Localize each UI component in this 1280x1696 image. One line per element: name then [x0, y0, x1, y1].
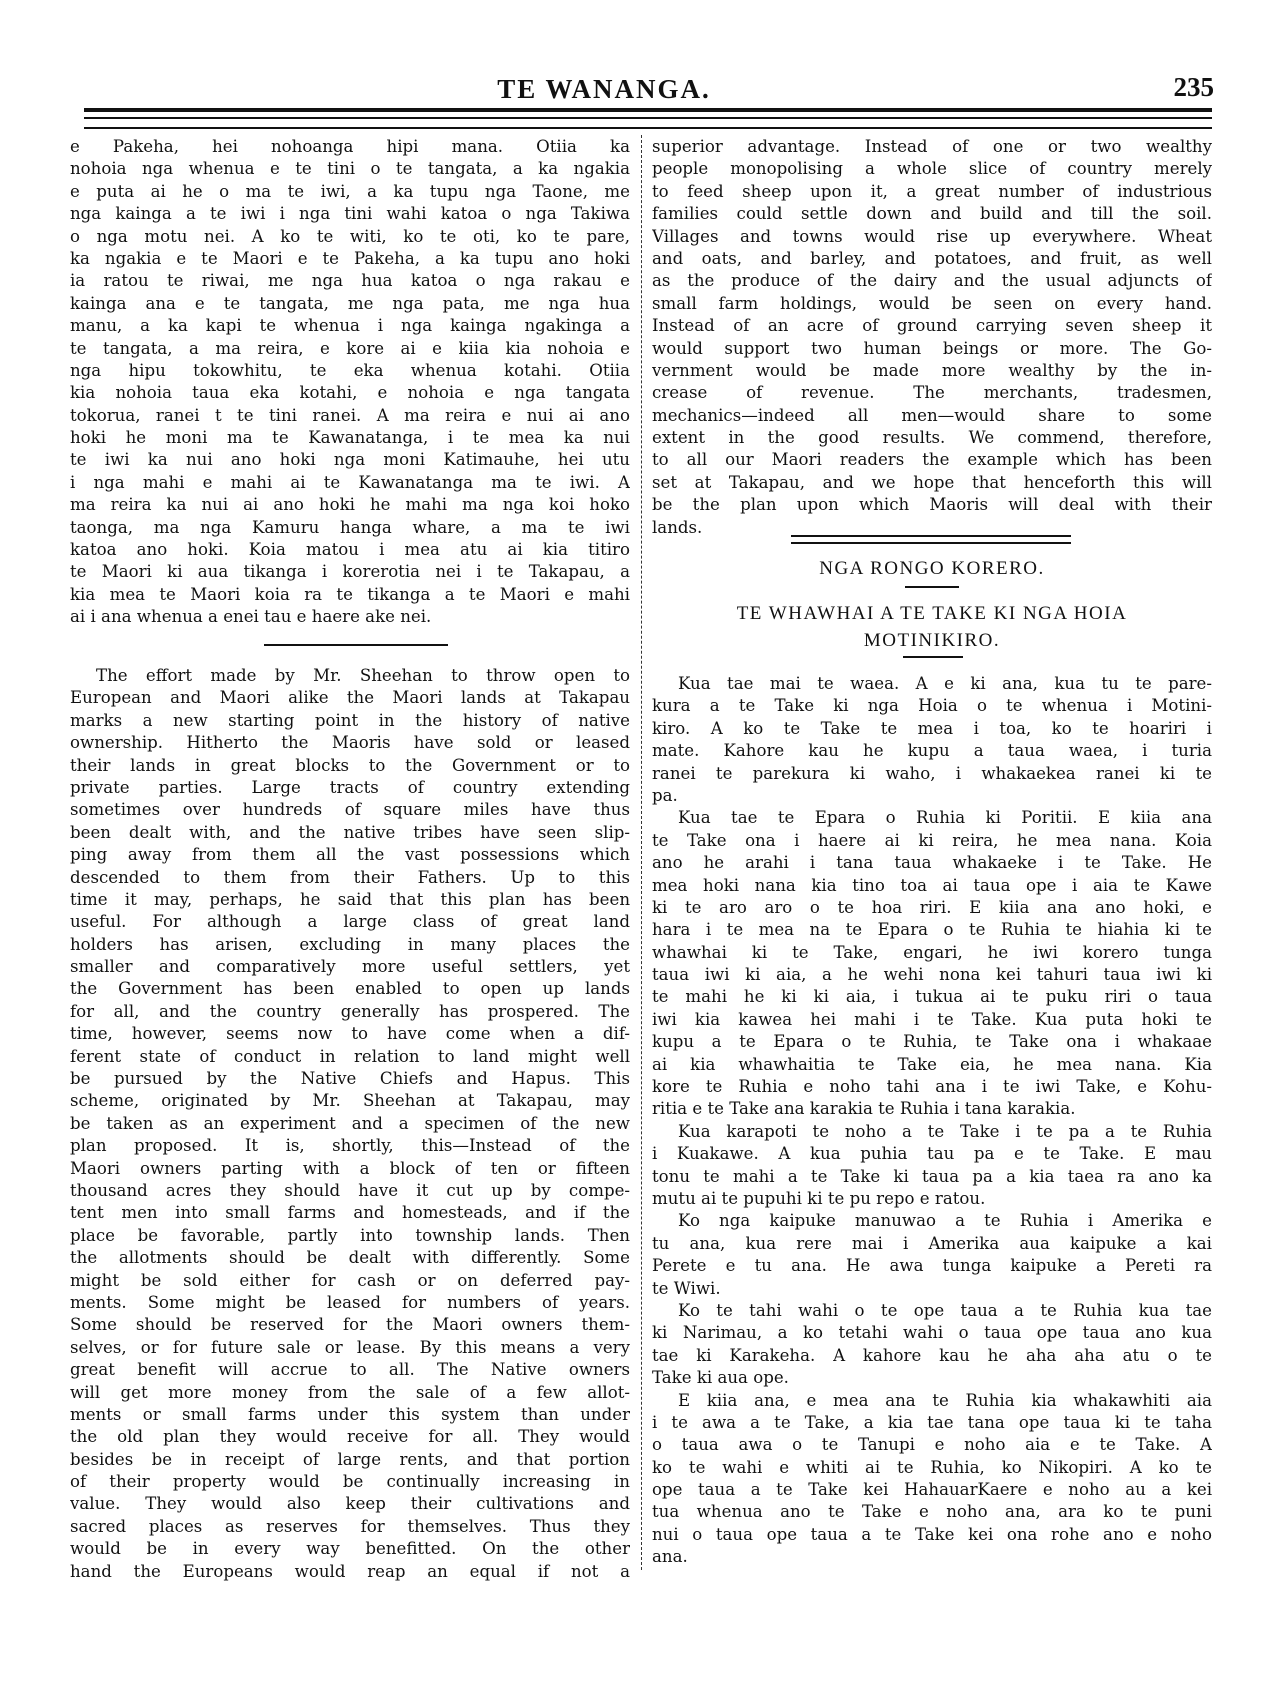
text-line: people monopolising a whole slice of country merely [652, 159, 1212, 179]
paragraph [652, 136, 1212, 539]
paragraph [652, 1121, 1212, 1211]
text-line: Kua tae te Epara o Ruhia ki Poritii. E kiia ana [678, 808, 1212, 828]
text-line: i Kuakawe. A kua puhia tau pa e te Take. E mau [652, 1144, 1212, 1164]
text-line: be pursued by the Native Chiefs and Hapus. This [70, 1069, 630, 1089]
text-line: the old plan they would receive for all. They would [70, 1427, 630, 1447]
text-line: ope taua a te Take kei HahauarKaere e noho au a kei [652, 1480, 1212, 1500]
header-thin-rule-2 [84, 127, 1212, 129]
text-line: to all our Maori readers the example which has been [652, 450, 1212, 470]
text-line: ments or small farms under this system than under [70, 1404, 630, 1424]
text-line: ments. Some might be leased for numbers of years. [70, 1292, 630, 1312]
text-line: useful. For although a large class of great land [70, 912, 630, 932]
section-title-rule [905, 586, 959, 588]
text-line: would be in every way benefitted. On the other [70, 1539, 630, 1559]
text-line: mea hoki nana kia tino toa ai taua ope i aia te Kawe [652, 875, 1212, 895]
text-line: besides be in receipt of large rents, and that portion [70, 1449, 630, 1469]
text-line: small farm holdings, would be seen on every hand. [652, 293, 1212, 313]
text-line: vernment would be made more wealthy by the in- [652, 360, 1212, 380]
text-line: be the plan upon which Maoris will deal with their [652, 495, 1212, 515]
text-line: superior advantage. Instead of one or two wealthy [652, 137, 1212, 156]
text-line: te Maori ki aua tikanga i korerotia nei i te Takapau, a [70, 562, 630, 582]
text-line: the Government has been enabled to open up lands [70, 979, 630, 999]
text-line: nui o taua ope taua a te Take kei ona rohe ano e noho [652, 1524, 1212, 1544]
text-line: kiro. A ko te Take te mea i toa, ko te hoariri i [652, 718, 1212, 738]
text-line: tae ki Karakeha. A kahore kau he aha aha atu o te [652, 1345, 1212, 1365]
newspaper-title: TE WANANGA. [497, 74, 711, 104]
paragraph [652, 673, 1212, 807]
text-line: scheme, originated by Mr. Sheehan at Takapau, may [70, 1091, 630, 1111]
text-line: nga hipu tokowhitu, te eka whenua kotahi. Otiia [70, 360, 630, 380]
text-line: would support two human beings or more. The Go- [652, 338, 1212, 358]
text-line: nohoia nga whenua e te tini o te tangata, a ka ngakia [70, 159, 630, 179]
text-line: Instead of an acre of ground carrying seven sheep it [652, 316, 1212, 336]
text-line: kainga ana e te tangata, me nga pata, me nga hua [70, 293, 630, 313]
section-double-rule-top [791, 535, 1071, 537]
text-line: tent men into small farms and homesteads, and if the [70, 1203, 630, 1223]
article-separator [264, 644, 448, 646]
text-line: te iwi ka nui ano hoki nga moni Katimauhe, hei utu [70, 450, 630, 470]
text-line: will get more money from the sale of a few allot- [70, 1382, 630, 1402]
section-title: NGA RONGO KORERO. [819, 558, 1045, 579]
text-line: e puta ai he o ma te iwi, a ka tupu nga Taone, me [70, 181, 630, 201]
text-line: descended to them from their Fathers. Up to this [70, 867, 630, 887]
text-line: marks a new starting point in the history of native [70, 710, 630, 730]
text-line: pa. [652, 785, 678, 805]
text-line: ping away from them all the vast possessions which [70, 845, 630, 865]
section-double-rule-bottom [791, 542, 1071, 544]
text-line: hoki he moni ma te Kawanatanga, i te mea ka nui [70, 428, 630, 448]
header-thick-rule [84, 108, 1212, 112]
text-line: sometimes over hundreds of square miles have thus [70, 800, 630, 820]
text-line: extent in the good results. We commend, therefore, [652, 428, 1212, 448]
text-line: mate. Kahore kau he kupu a taua waea, i turia [652, 741, 1212, 761]
paragraph [70, 136, 630, 629]
text-line: katoa ano hoki. Koia matou i mea atu ai kia titiro [70, 540, 630, 560]
text-line: private parties. Large tracts of country extending [70, 777, 630, 797]
text-line: mutu ai te pupuhi ki te pu repo e ratou. [652, 1188, 986, 1208]
text-line: thousand acres they should have it cut up by compe- [70, 1180, 630, 1200]
text-line: E kiia ana, e mea ana te Ruhia kia whakawhiti aia [678, 1390, 1212, 1410]
text-line: been dealt with, and the native tribes have seen slip- [70, 822, 630, 842]
text-line: te tangata, a ma reira, e kore ai e kiia kia nohoia e [70, 338, 630, 358]
header-thin-rule [84, 117, 1212, 119]
text-line: e Pakeha, hei nohoanga hipi mana. Otiia ka [70, 137, 630, 156]
text-line: holders has arisen, excluding in many places the [70, 934, 630, 954]
text-line: their lands in great blocks to the Government or to [70, 755, 630, 775]
text-line: ai i ana whenua a enei tau e haere ake nei. [70, 607, 432, 627]
text-line: time, however, seems now to have come when a dif- [70, 1024, 630, 1044]
text-line: ai kia whawhaitia te Take eia, he mea nana. Kia [652, 1054, 1212, 1074]
english-editorial [70, 665, 630, 1583]
text-line: ferent state of conduct in relation to land might well [70, 1046, 630, 1066]
english-editorial-continued [652, 136, 1212, 539]
text-line: taua iwi ki aia, a he wehi nona kei tahuri taua iwi ki [652, 965, 1212, 985]
paragraph [652, 1390, 1212, 1569]
text-line: Villages and towns would rise up everywhere. Wheat [652, 226, 1212, 246]
text-line: whawhai ki te Take, engari, he iwi korero tunga [652, 942, 1212, 962]
text-line: ki te aro aro o te hoa riri. E kiia ana ano hoki, e [652, 897, 1212, 917]
text-line: plan proposed. It is, shortly, this—Instead of the [70, 1136, 630, 1156]
text-line: ranei te parekura ki waho, i whakaekea ranei ki te [652, 763, 1212, 783]
text-line: te Take ona i haere ai ki reira, he mea nana. Koia [652, 830, 1212, 850]
text-line: Kua karapoti te noho a te Take i te pa a te Ruhia [678, 1121, 1212, 1141]
text-line: of their property would be continually increasing in [70, 1472, 630, 1492]
text-line: Take ki aua ope. [652, 1368, 789, 1388]
text-line: sacred places as reserves for themselves. Thus they [70, 1516, 630, 1536]
text-line: selves, or for future sale or lease. By this means a very [70, 1337, 630, 1357]
maori-editorial [70, 136, 630, 629]
text-line: kia mea te Maori koia ra te tikanga a te Maori e mahi [70, 584, 630, 604]
article-title-line2: MOTINIKIRO. [863, 630, 1001, 651]
text-line: Kua tae mai te waea. A e ki ana, kua tu te pare- [678, 674, 1212, 693]
text-line: i te awa a te Take, a kia tae tana ope taua ki te taha [652, 1412, 1212, 1432]
text-line: value. They would also keep their cultivations and [70, 1494, 630, 1514]
text-line: families could settle down and build and till the soil. [652, 204, 1212, 224]
text-line: ano he arahi i tana taua whakaeke i te Take. He [652, 853, 1212, 873]
text-line: European and Maori alike the Maori lands at Takapau [70, 688, 630, 708]
text-line: set at Takapau, and we hope that henceforth this will [652, 472, 1212, 492]
text-line: Ko nga kaipuke manuwao a te Ruhia i Amerika e [678, 1211, 1212, 1231]
text-line: Some should be reserved for the Maori owners them- [70, 1315, 630, 1335]
text-line: Perete e tu ana. He awa tunga kaipuke a Pereti ra [652, 1256, 1212, 1276]
column-divider [641, 135, 642, 1570]
text-line: ki Narimau, a ko tetahi wahi o taua ope taua ano kua [652, 1323, 1212, 1343]
paragraph [652, 1300, 1212, 1390]
article-title-rule [903, 656, 963, 658]
text-line: great benefit will accrue to all. The Native owners [70, 1360, 630, 1380]
text-line: ma reira ka nui ai ano hoki he mahi ma nga koi hoko [70, 495, 630, 515]
text-line: The effort made by Mr. Sheehan to throw open to [96, 666, 630, 685]
text-line: ka ngakia e te Maori e te Pakeha, a ka tupu ano hoki [70, 248, 630, 268]
text-line: kura a te Take ki nga Hoia o te whenua i Motini- [652, 696, 1212, 716]
text-line: crease of revenue. The merchants, tradesmen, [652, 383, 1212, 403]
text-line: be taken as an experiment and a specimen of the new [70, 1113, 630, 1133]
news-article-body [652, 673, 1212, 1569]
text-line: te Wiwi. [652, 1278, 721, 1298]
text-line: as the produce of the dairy and the usual adjuncts of [652, 271, 1212, 291]
text-line: o taua awa o te Tanupi e noho aia e te Take. A [652, 1435, 1212, 1455]
text-line: ritia e te Take ana karakia te Ruhia i tana karakia. [652, 1099, 1076, 1119]
text-line: taonga, ma nga Kamuru hanga whare, a ma te iwi [70, 517, 630, 537]
text-line: tokorua, ranei t te tini ranei. A ma reira e nui ai ano [70, 405, 630, 425]
text-line: i nga mahi e mahi ai te Kawanatanga ma te iwi. A [70, 472, 630, 492]
text-line: smaller and comparatively more useful settlers, yet [70, 957, 630, 977]
text-line: Ko te tahi wahi o te ope taua a te Ruhia kua tae [678, 1300, 1212, 1320]
text-line: o nga motu nei. A ko te witi, ko te oti, ko te pare, [70, 226, 630, 246]
text-line: time it may, perhaps, he said that this plan has been [70, 889, 630, 909]
text-line: ia ratou te riwai, me nga hua katoa o nga rakau e [70, 271, 630, 291]
text-line: ko te wahi e whiti ai te Ruhia, ko Nikopiri. A ko te [652, 1457, 1212, 1477]
text-line: nga kainga a te iwi i nga tini wahi katoa o nga Takiwa [70, 204, 630, 224]
text-line: and oats, and barley, and potatoes, and fruit, as well [652, 248, 1212, 268]
text-line: manu, a ka kapi te whenua i nga kainga ngakinga a [70, 316, 630, 336]
text-line: mechanics—indeed all men—would share to some [652, 405, 1212, 425]
text-line: tua whenua ano te Take e noho ana, ara ko te puni [652, 1502, 1212, 1522]
text-line: hara i te mea na te Epara o te Ruhia te hiahia ki te [652, 920, 1212, 940]
text-line: tonu te mahi a te Take ki taua pa a kia taea ra ano ka [652, 1166, 1212, 1186]
text-line: kia nohoia taua eka kotahi, e nohoia e nga tangata [70, 383, 630, 403]
paragraph [652, 1210, 1212, 1300]
text-line: iwi kia kawea hei mahi i te Take. Kua puta hoki te [652, 1009, 1212, 1029]
text-line: lands. [652, 517, 703, 537]
page-number: 235 [1173, 72, 1214, 102]
text-line: for all, and the country generally has prospered. The [70, 1001, 630, 1021]
paragraph [652, 807, 1212, 1120]
text-line: Maori owners parting with a block of ten or fifteen [70, 1158, 630, 1178]
text-line: to feed sheep upon it, a great number of industrious [652, 181, 1212, 201]
text-line: kore te Ruhia e noho tahi ana i te iwi Take, e Kohu- [652, 1077, 1212, 1097]
text-line: kupu a te Epara o te Ruhia, te Take ona i whakaae [652, 1032, 1212, 1052]
article-title-line1: TE WHAWHAI A TE TAKE KI NGA HOIA [736, 603, 1128, 624]
text-line: ownership. Hitherto the Maoris have sold or leased [70, 733, 630, 753]
text-line: tu ana, kua rere mai i Amerika aua kaipuke a kai [652, 1233, 1212, 1253]
text-line: ana. [652, 1547, 688, 1567]
paragraph [70, 665, 630, 1583]
text-line: te mahi he ki ki aia, i tukua ai te puku riri o taua [652, 987, 1212, 1007]
text-line: might be sold either for cash or on deferred pay- [70, 1270, 630, 1290]
text-line: the allotments should be dealt with differently. Some [70, 1248, 630, 1268]
text-line: place be favorable, partly into township lands. Then [70, 1225, 630, 1245]
text-line: hand the Europeans would reap an equal if not a [70, 1561, 630, 1581]
